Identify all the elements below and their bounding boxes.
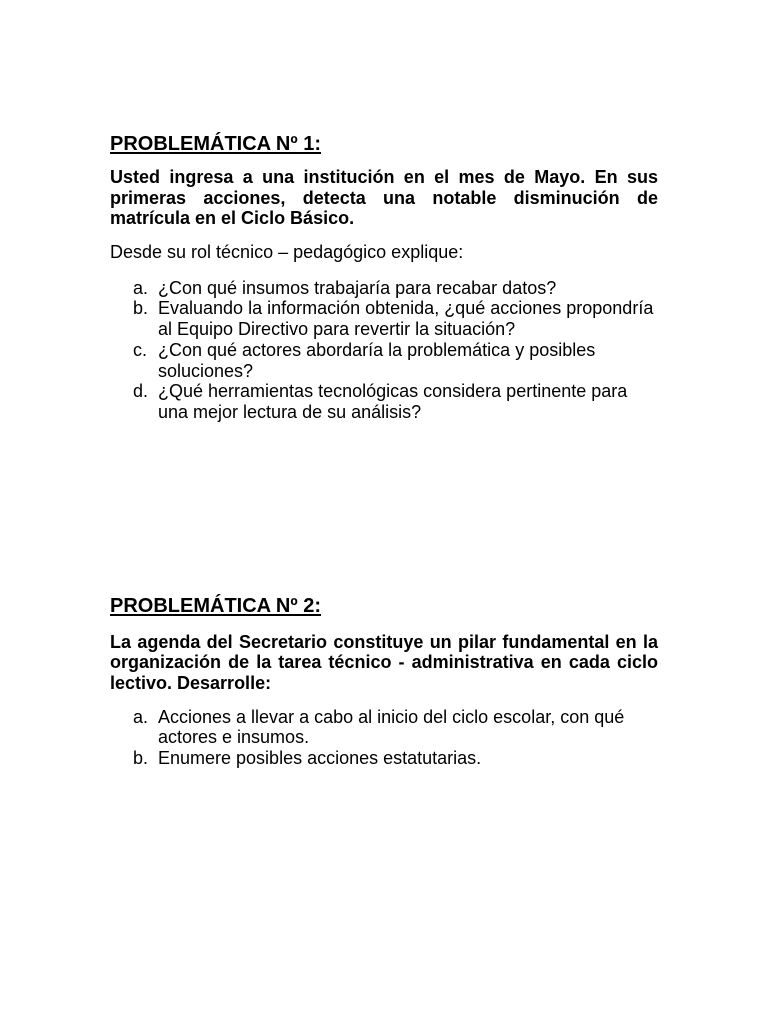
list-item-text: ¿Con qué insumos trabajaría para recabar datos? [158,277,557,298]
list-item-marker: b. [133,298,149,319]
section-2-heading: PROBLEMÁTICA Nº 2: [110,594,322,617]
section-1-instruction: Desde su rol técnico – pedagógico explique: [110,242,464,263]
list-item [110,278,658,299]
section-2-intro-paragraph: La agenda del Secretario constituye un pilar fundamental en la organización de la tarea técnico - administrativa en cada ciclo lectivo. Desarrolle: [110,631,658,693]
section-1-question-list [110,278,658,423]
list-item-marker: c. [133,339,148,360]
list-item [110,298,658,339]
list-item [110,748,658,769]
problem-section-2 [110,595,658,769]
problem-section-1 [110,133,658,423]
list-item [110,381,658,422]
list-item-marker: a. [133,706,149,727]
list-item-marker: d. [133,381,149,402]
section-1-intro-paragraph: Usted ingresa a una institución en el mes de Mayo. En sus primeras acciones, detecta una notable disminución de matrícula en el Ciclo Básico. [110,167,658,229]
list-item [110,707,658,748]
section-2-question-list [110,707,658,769]
list-item-text: ¿Con qué actores abordaría la problemática y posibles soluciones? [158,339,596,381]
list-item-marker: a. [133,277,149,298]
list-item-marker: b. [133,748,149,768]
list-item-text: Enumere posibles acciones estatutarias. [158,748,482,768]
list-item-text: ¿Qué herramientas tecnológicas considera pertinente para una mejor lectura de su análisis? [158,381,628,422]
section-1-heading: PROBLEMÁTICA Nº 1: [110,133,322,155]
list-item-text: Acciones a llevar a cabo al inicio del ciclo escolar, con qué actores e insumos. [158,706,625,748]
list-item [110,340,658,381]
list-item-text: Evaluando la información obtenida, ¿qué acciones propondría al Equipo Directivo para revertir la situación? [158,298,654,340]
